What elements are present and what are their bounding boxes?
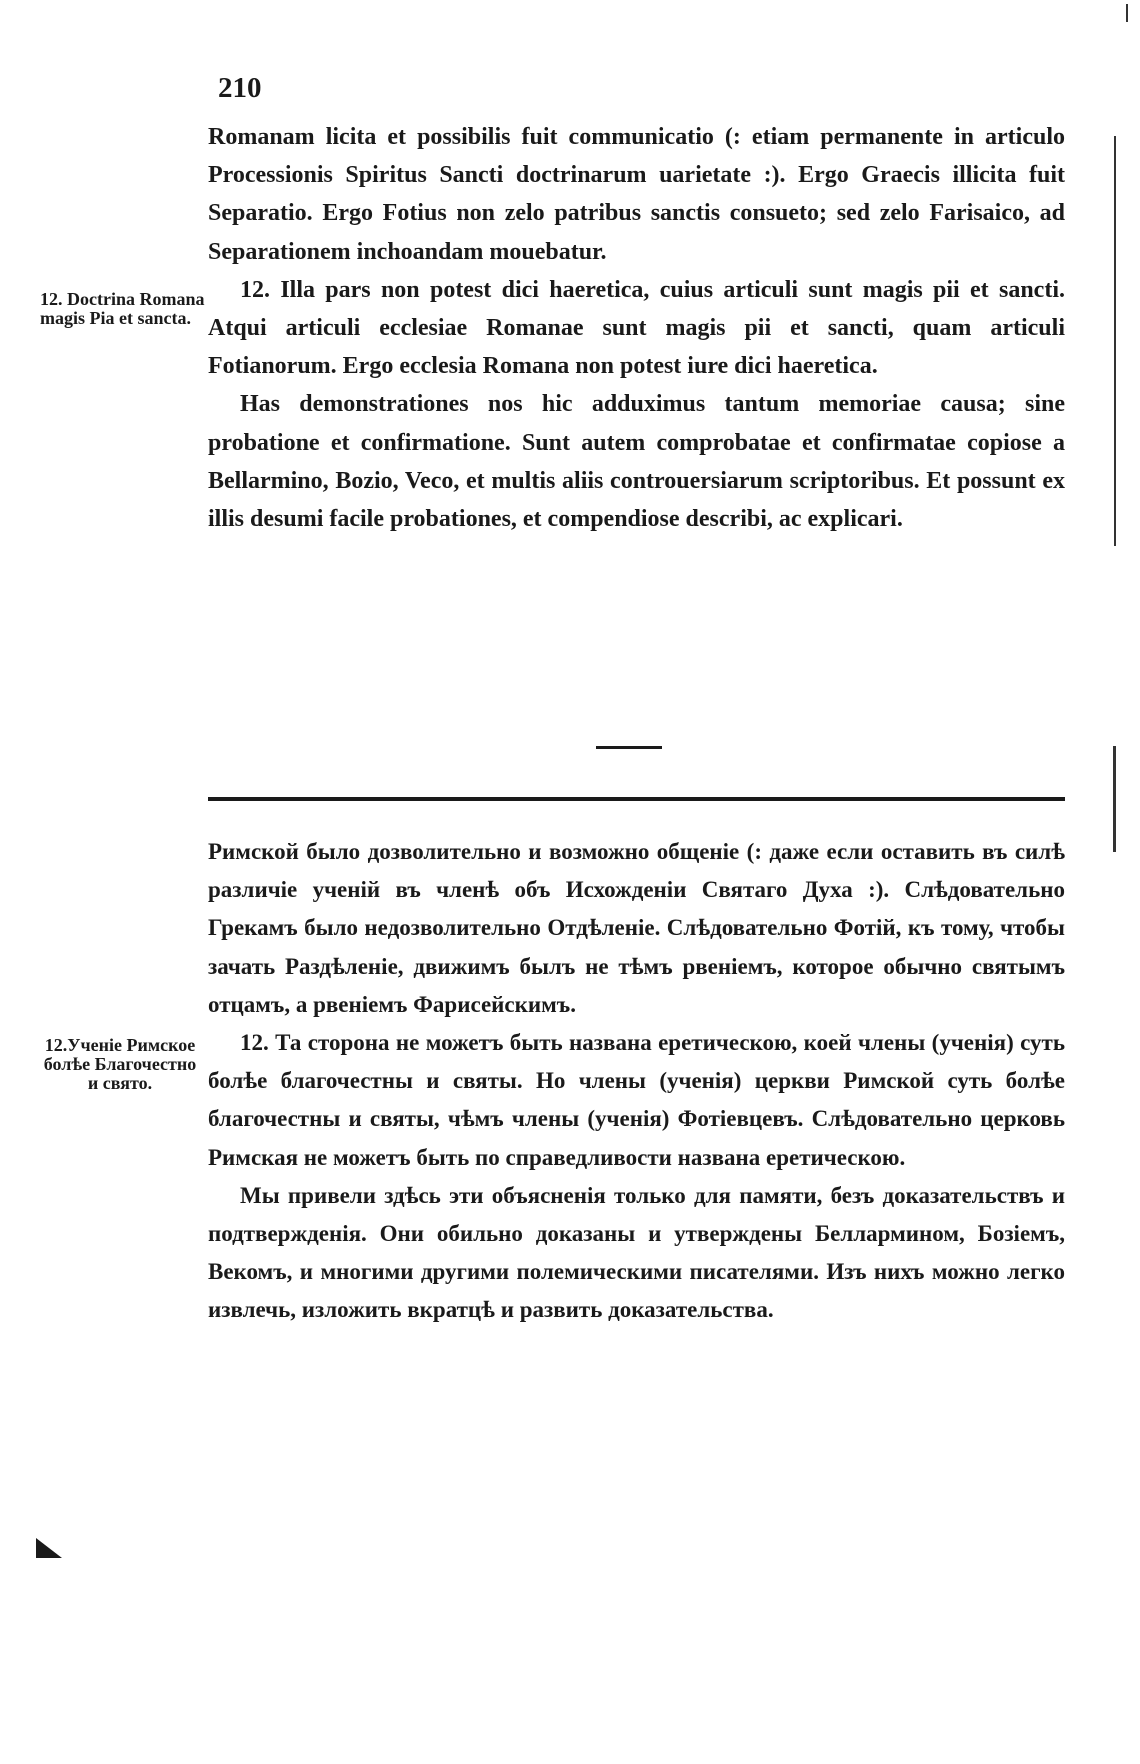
- russian-margin-note: 12.Ученіе Римское болѣе Благочестно и свято.: [43, 1035, 197, 1093]
- section-divider-long: [208, 797, 1065, 801]
- scan-edge-line: [1114, 136, 1116, 546]
- latin-text-block: [208, 118, 1065, 538]
- latin-paragraph-2: 12. Illa pars non potest dici haeretica, cuius articuli sunt magis pii et sancti. Atqui articuli ecclesiae Romanae sunt magis pii et sancti, quam articuli Fotianorum. Ergo ecclesia Romana non potest iure dici haeretica.: [208, 276, 1065, 380]
- latin-paragraph-1: Romanam licita et possibilis fuit communicatio (: etiam permanente in articulo Processionis Spiritus Sancti doctrinarum uarietate :). Ergo Graecis illicita fuit Separatio. Ergo Fotius non zelo patribus sanctis consueto; sed zelo Farisaico, ad Separationem inchoandam mouebatur.: [208, 124, 1065, 265]
- latin-paragraph-3: Has demonstrationes nos hic adduximus tantum memoriae causa; sine probatione et confirmatione. Sunt autem comprobatae et confirmatae copiose a Bellarmino, Bozio, Veco, et multis aliis controuersiarum scriptoribus. Et possunt ex illis desumi facile probationes, et compendiose describi, ac explicari.: [208, 391, 1065, 533]
- page-number: 210: [218, 72, 262, 104]
- latin-margin-note: 12. Doctrina Romana magis Pia et sancta.: [40, 289, 205, 328]
- scan-edge-mark: [1126, 4, 1128, 22]
- scan-edge-line: [1113, 746, 1116, 852]
- russian-paragraph-1: Римской было дозволительно и возможно общеніе (: даже если оставить въ силѣ различіе ученій въ членѣ объ Исхожденіи Святаго Духа :). Слѣдовательно Грекамъ было недозволительно Отдѣленіе. Слѣдовательно Фотій, къ тому, чтобы зачать Раздѣленіе, движимъ былъ не тѣмъ рвеніемъ, которое обычно святымъ отцамъ, а рвеніемъ Фарисейскимъ.: [208, 839, 1065, 1017]
- russian-text-block: [208, 833, 1065, 1330]
- russian-paragraph-2: 12. Та сторона не можетъ быть названа еретическою, коей члены (ученія) суть болѣе благочестны и святы. Но члены (ученія) церкви Римской суть болѣе благочестны и святы, чѣмъ члены (ученія) Фотіевцевъ. Слѣдовательно церковь Римская не можетъ быть по справедливости названа еретическою.: [208, 1030, 1065, 1170]
- page-corner-mark: [36, 1538, 62, 1558]
- section-divider-short: [596, 746, 662, 749]
- russian-paragraph-3: Мы привели здѣсь эти объясненія только для памяти, безъ доказательствъ и подтвержденія. Они обильно доказаны и утверждены Беллармином, Бозіемъ, Векомъ, и многими другими полемическими писателями. Изъ нихъ можно легко извлечь, изложить вкратцѣ и развить доказательства.: [208, 1182, 1065, 1323]
